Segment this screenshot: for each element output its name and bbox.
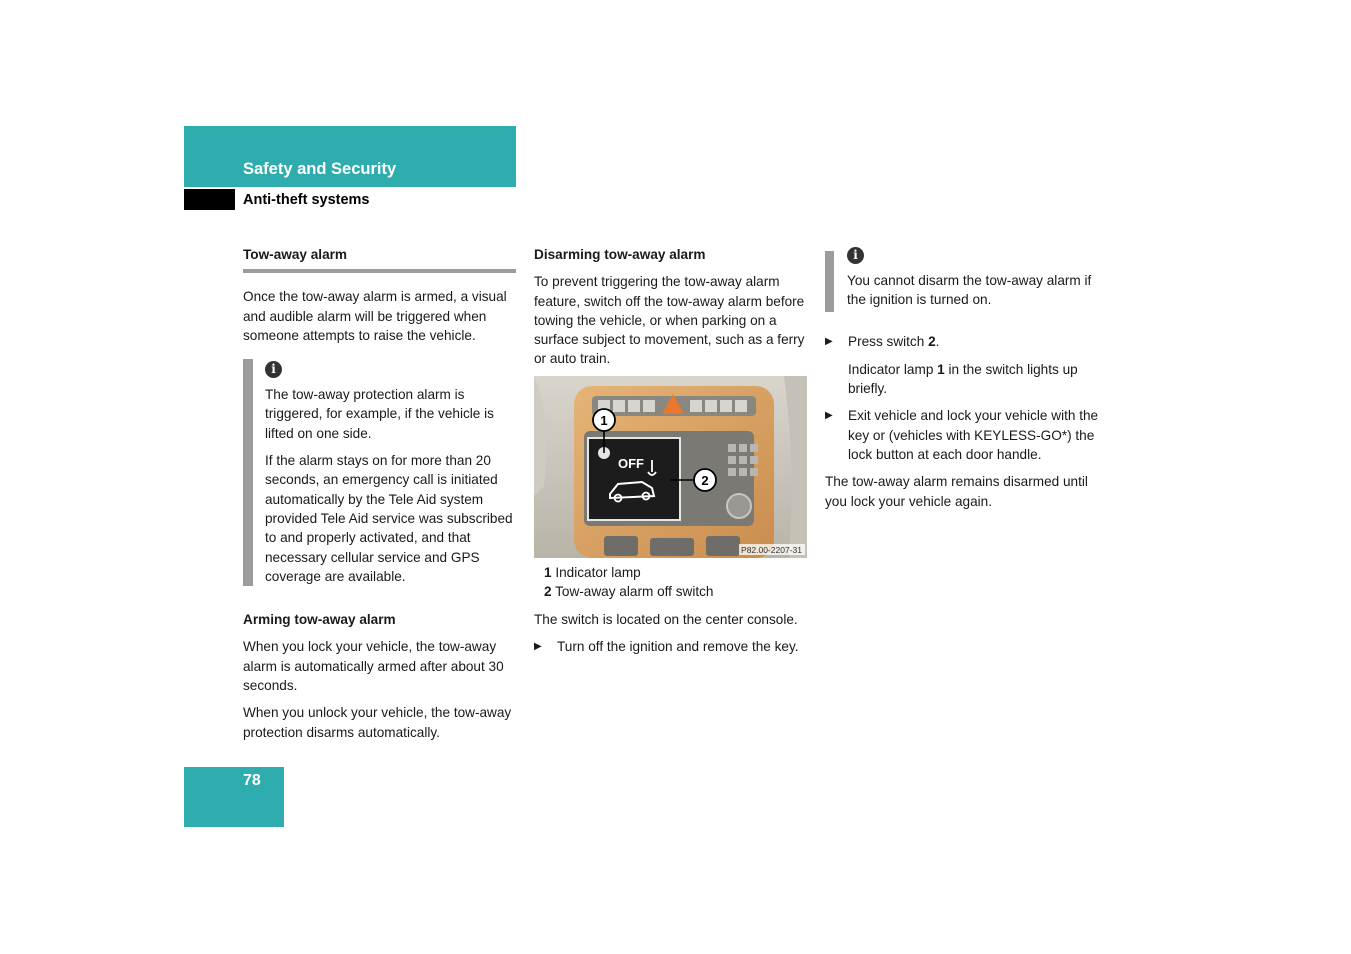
callout-1: 1	[600, 413, 608, 428]
center-console-illustration	[534, 376, 807, 558]
column-2	[534, 245, 807, 377]
triangle-right-icon: ▶	[534, 640, 542, 652]
subsection-marker	[184, 189, 235, 210]
info-icon: i	[265, 361, 282, 378]
triangle-right-icon: ▶	[825, 410, 833, 422]
page-number: 78	[243, 772, 261, 789]
section-title: Safety and Security	[243, 160, 397, 178]
info-note	[243, 359, 516, 586]
arming-heading: Arming tow-away alarm	[243, 612, 396, 628]
step-press-switch: ▶ Press switch 2.	[825, 332, 1100, 351]
switch-location: The switch is located on the center console.	[534, 611, 798, 627]
step-exit-lock: ▶ Exit vehicle and lock your vehicle with the key or (vehicles with KEYLESS-GO*) the lock button at each door handle.	[825, 408, 1099, 463]
note-paragraph-2: If the alarm stays on for more than 20 seconds, an emergency call is initiated automatically by the Tele Aid system provided Tele Aid service was subscribed to and properly activated, and that necessary cellular service and GPS coverage are available.	[265, 453, 513, 584]
figure-legend	[534, 563, 807, 602]
note-bar	[825, 251, 834, 312]
note-bar	[243, 359, 253, 586]
page-number-band	[184, 767, 284, 827]
legend-item: 1 Indicator lamp	[544, 565, 641, 580]
heading-rule	[243, 269, 516, 273]
info-icon: i	[847, 247, 864, 264]
closing-paragraph: The tow-away alarm remains disarmed until you lock your vehicle again.	[825, 474, 1088, 509]
note-paragraph-1: The tow-away protection alarm is triggered, for example, if the vehicle is lifted on one side.	[265, 387, 494, 441]
column-1	[243, 245, 516, 750]
center-console-figure	[534, 376, 807, 558]
arming-paragraph-1: When you lock your vehicle, the tow-away alarm is automatically armed after about 30 seconds.	[243, 639, 504, 694]
tow-away-alarm-heading: Tow-away alarm	[243, 247, 348, 262]
column-2-lower	[534, 563, 807, 656]
step-turn-off-ignition: ▶ Turn off the ignition and remove the key.	[534, 637, 807, 656]
triangle-right-icon: ▶	[825, 335, 833, 347]
intro-paragraph: Once the tow-away alarm is armed, a visual and audible alarm will be triggered when someone attempts to raise the vehicle.	[243, 289, 507, 343]
disarming-heading: Disarming tow-away alarm	[534, 247, 706, 262]
off-label: OFF	[618, 456, 644, 471]
indicator-result: Indicator lamp 1 in the switch lights up briefly.	[848, 361, 1078, 397]
callout-2: 2	[701, 473, 709, 488]
info-note-ignition	[825, 245, 1100, 310]
arming-paragraph-2: When you unlock your vehicle, the tow-away protection disarms automatically.	[243, 705, 512, 740]
legend-item: 2 Tow-away alarm off switch	[544, 584, 714, 600]
figure-code: P82.00-2207-31	[741, 545, 802, 555]
subsection-title: Anti-theft systems	[243, 192, 370, 208]
disarming-intro: To prevent triggering the tow-away alarm feature, switch off the tow-away alarm before towing the vehicle, or when parking on a surface subject to movement, such as a ferry or auto train.	[534, 274, 805, 367]
ignition-note: You cannot disarm the tow-away alarm if the ignition is turned on.	[847, 273, 1092, 308]
column-3	[825, 245, 1100, 519]
